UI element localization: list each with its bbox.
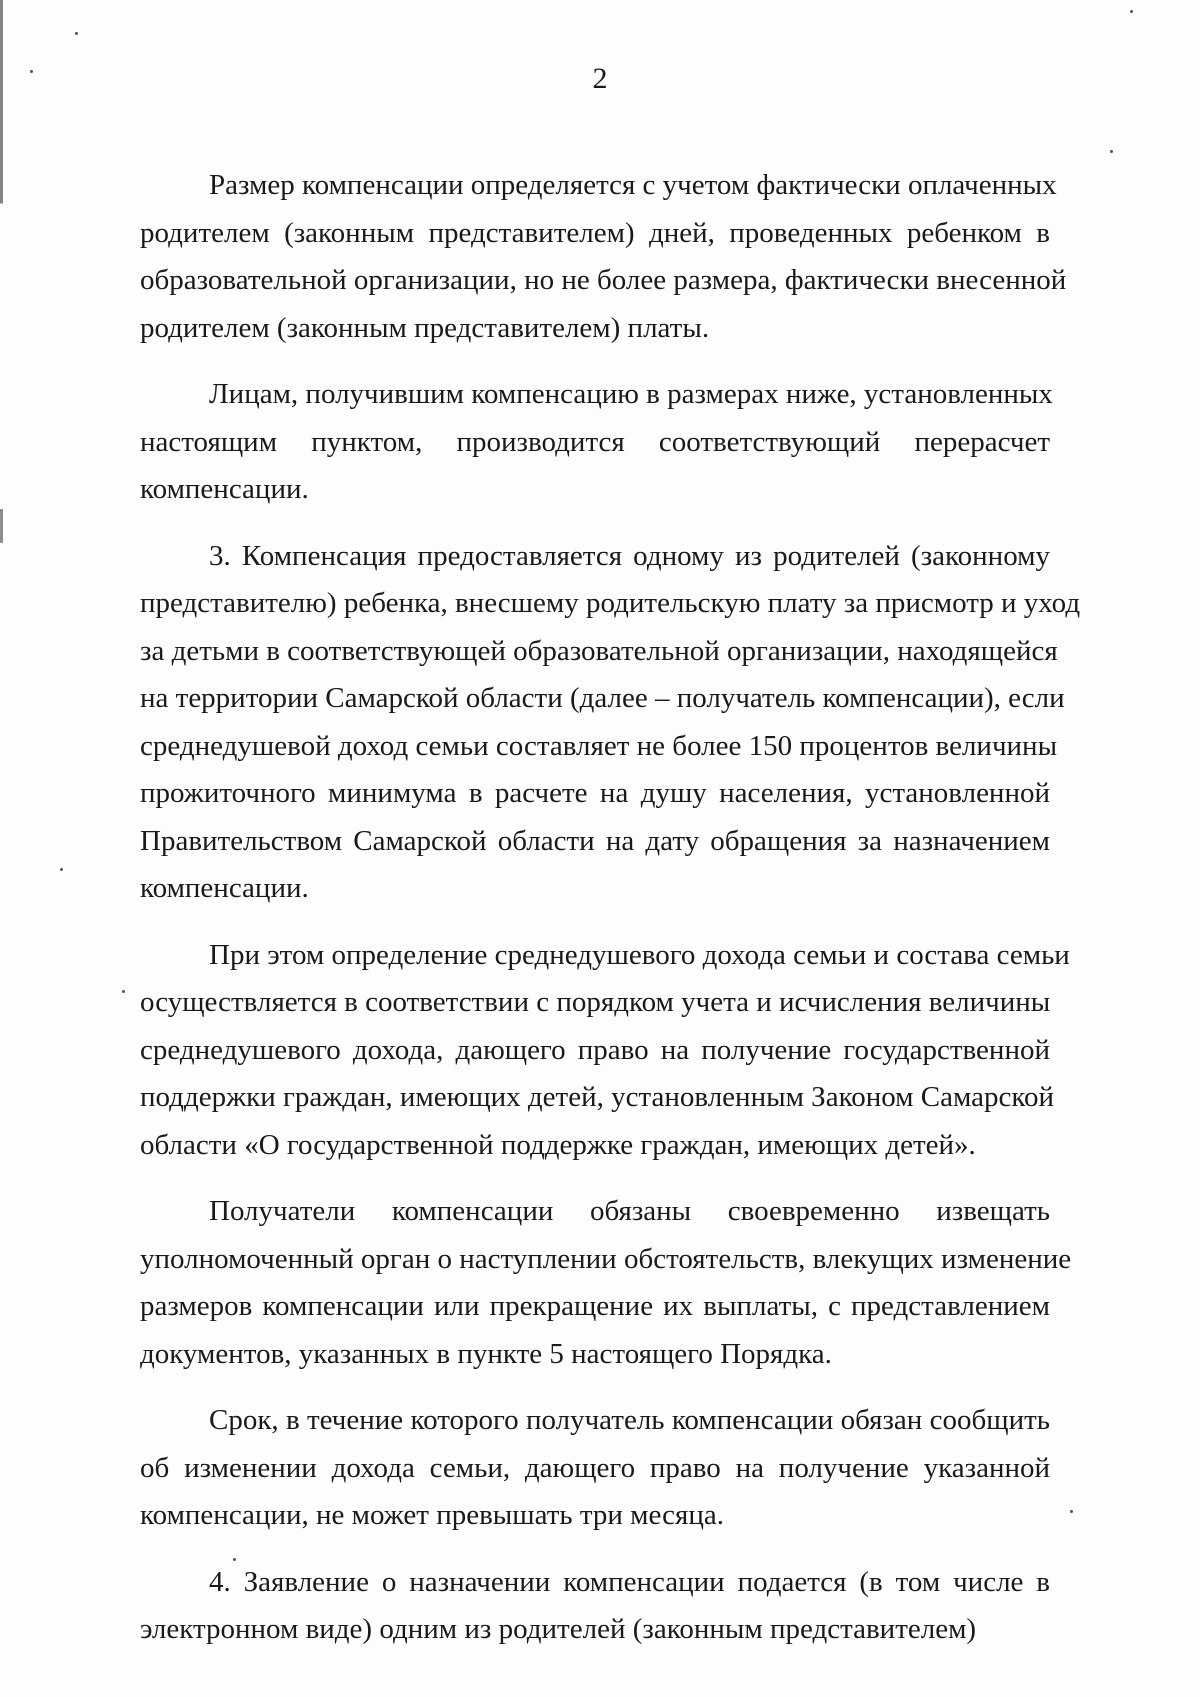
paragraph [140, 932, 1070, 1170]
paragraph [140, 1559, 1050, 1654]
scan-speck [1110, 150, 1113, 153]
text-line: представителю) ребенка, внесшему родительскую плату за присмотр и уход [140, 587, 1081, 619]
paragraph [140, 1397, 1050, 1540]
document-body [140, 162, 1081, 1673]
scan-speck [75, 32, 78, 35]
text-line: уполномоченный орган о наступлении обстоятельств, влекущих изменение [140, 1242, 1072, 1275]
text-line: 3. Компенсация предоставляется одному из родителей (законному [209, 539, 1050, 572]
text-line: Размер компенсации определяется с учетом фактически оплаченных [209, 169, 1057, 201]
text-line: родителем (законным представителем) дней, проведенных ребенком в [140, 216, 1050, 249]
scan-speck [60, 868, 63, 871]
text-line: документов, указанных в пункте 5 настоящего Порядка. [140, 1337, 832, 1370]
text-line: компенсации. [140, 473, 309, 505]
text-line: об изменении дохода семьи, дающего право на получение указанной [140, 1451, 1050, 1484]
text-line: настоящим пунктом, производится соответствующий перерасчет [140, 425, 1050, 458]
text-line: При этом определение среднедушевого дохода семьи и состава семьи [209, 938, 1070, 971]
text-line: прожиточного минимума в расчете на душу населения, установленной [140, 777, 1050, 809]
paragraph [140, 162, 1067, 352]
scan-edge-artifact [0, 0, 3, 1697]
text-line: размеров компенсации или прекращение их выплаты, с представлением [140, 1290, 1050, 1322]
text-line: Лицам, получившим компенсацию в размерах ниже, установленных [209, 378, 1053, 410]
page-number: 2 [592, 62, 608, 95]
paragraph [140, 533, 1081, 913]
text-line: Правительством Самарской области на дату обращения за назначением [140, 824, 1050, 857]
text-line: за детьми в соответствующей образовательной организации, находящейся [140, 634, 1058, 667]
text-line: образовательной организации, но не более размера, фактически внесенной [140, 264, 1067, 296]
paragraph [140, 371, 1053, 514]
scan-speck [1130, 10, 1133, 13]
text-line: компенсации. [140, 872, 309, 904]
text-line: среднедушевой доход семьи составляет не более 150 процентов величины [140, 729, 1058, 762]
text-line: Срок, в течение которого получатель компенсации обязан сообщить [209, 1404, 1050, 1436]
text-line: осуществляется в соответствии с порядком учета и исчисления величины [140, 986, 1051, 1018]
text-line: поддержки граждан, имеющих детей, установленным Законом Самарской [140, 1081, 1055, 1113]
text-line: компенсации, не может превышать три месяца. [140, 1499, 724, 1531]
text-line: области «О государственной поддержке граждан, имеющих детей». [140, 1128, 976, 1161]
scan-speck [1070, 1510, 1073, 1513]
text-line: электронном виде) одним из родителей (законным представителем) [140, 1613, 977, 1645]
text-line: на территории Самарской области (далее – получатель компенсации), если [140, 682, 1065, 714]
paragraph [140, 1188, 1072, 1378]
text-line: среднедушевого дохода, дающего право на получение государственной [140, 1033, 1050, 1066]
text-line: 4. Заявление о назначении компенсации подается (в том числе в [209, 1565, 1050, 1598]
text-line: родителем (законным представителем) платы. [140, 311, 710, 344]
scan-speck [122, 990, 125, 993]
text-line: Получатели компенсации обязаны своевременно извещать [209, 1195, 1050, 1227]
